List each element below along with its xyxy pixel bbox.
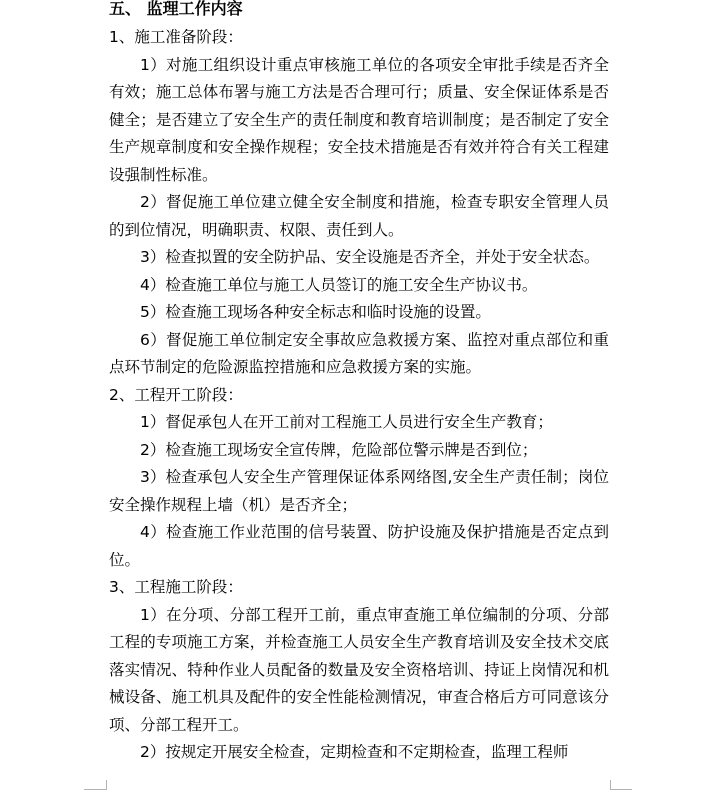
page-corner-tick-left xyxy=(106,780,107,790)
list-item: 5）检查施工现场各种安全标志和临时设施的设置。 xyxy=(140,303,491,321)
list-item: 3）检查拟置的安全防护品、安全设施是否齐全，并处于安全状态。 xyxy=(140,248,600,266)
list-item: 1）对施工组织设计重点审核施工单位的各项安全审批手续是否齐全有效；施工总体布署与施工方法是否合理可行；质量、安全保证体系是否健全；是否建立了安全生产的责任制度和教育培训制度；是否制定了安全生产规章制度和安全操作规程；安全技术措施是否有效并符合有关工程建设强制性标准。 xyxy=(109,55,609,184)
page-corner-tick-right xyxy=(610,780,611,790)
item-list xyxy=(109,52,609,382)
section-title: 1、施工准备阶段： xyxy=(109,28,243,46)
list-item: 1）督促承包人在开工前对工程施工人员进行安全生产教育； xyxy=(140,413,553,431)
list-item: 4）检查施工单位与施工人员签订的施工安全生产协议书。 xyxy=(140,275,538,294)
list-item: 1）在分项、分部工程开工前，重点审查施工单位编制的分项、分部工程的专项施工方案，并检查施工人员安全生产教育培训及安全技术交底落实情况、特种作业人员配备的数量及安全资格培训、持证上岗情况和机械设备、施工机具及配件的安全性能检测情况，审查合格后方可同意该分项、分部工程开工。 xyxy=(109,605,609,734)
document-body xyxy=(109,24,609,767)
section-title: 2、工程开工阶段： xyxy=(109,385,243,404)
page-corner-mark-left xyxy=(84,789,106,790)
section xyxy=(109,24,609,382)
list-item: 2）督促施工单位建立健全安全制度和措施，检查专职安全管理人员的到位情况，明确职责、权限、责任到人。 xyxy=(109,193,609,239)
section xyxy=(109,574,609,767)
list-item: 6）督促施工单位制定安全事故应急救援方案、监控对重点部位和重点环节制定的危险源监控措施和应急救援方案的实施。 xyxy=(109,330,609,376)
section xyxy=(109,382,609,575)
list-item: 4）检查施工作业范围的信号装置、防护设施及保护措施是否定点到位。 xyxy=(109,523,609,569)
list-item: 2）检查施工现场安全宣传牌，危险部位警示牌是否到位； xyxy=(140,440,538,459)
list-item: 3）检查承包人安全生产管理保证体系网络图,安全生产责任制；岗位安全操作规程上墙（机）是否齐全； xyxy=(109,468,609,514)
page-corner-mark-right xyxy=(610,789,632,790)
section-heading: 五、 监理工作内容 xyxy=(109,0,243,18)
section-list xyxy=(109,24,609,767)
item-list xyxy=(109,409,609,574)
section-title: 3、工程施工阶段： xyxy=(109,578,243,596)
item-list xyxy=(109,602,609,767)
list-item: 2）按规定开展安全检查，定期检查和不定期检查，监理工程师 xyxy=(140,743,569,761)
